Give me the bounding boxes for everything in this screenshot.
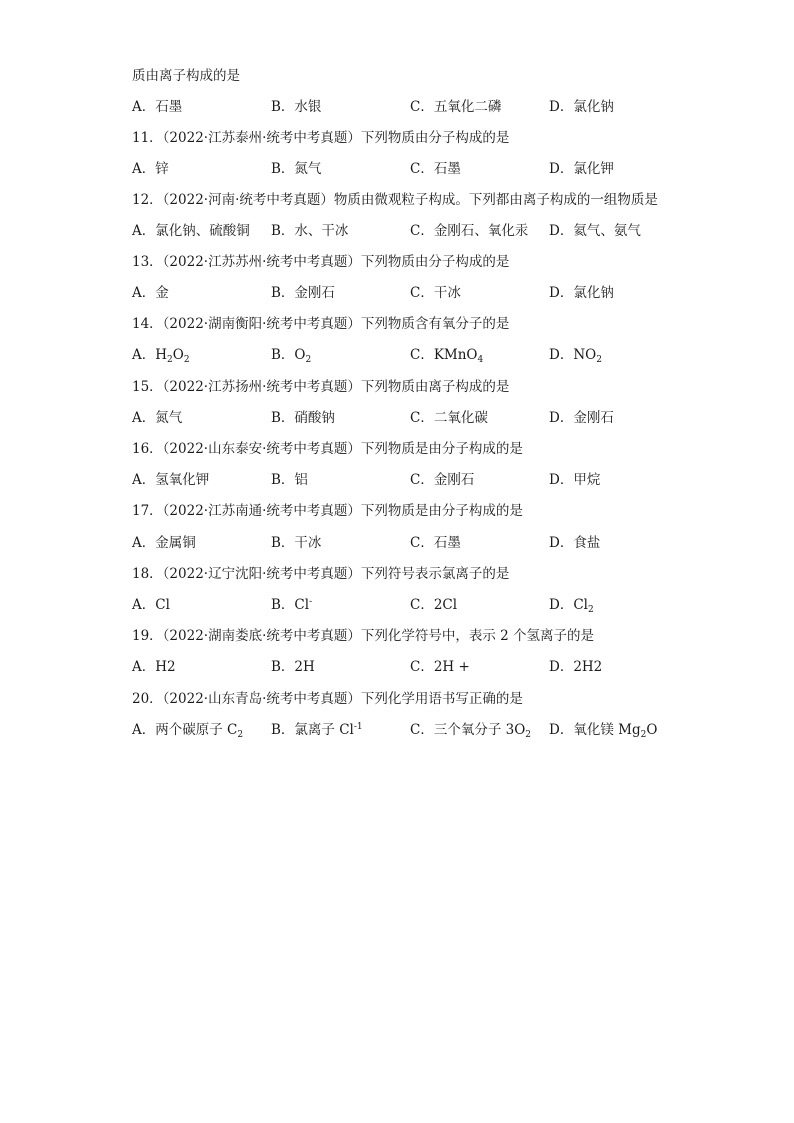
option-a: A．锌: [132, 161, 169, 177]
question-18-options: [132, 595, 732, 615]
option-d: D．2H2: [549, 659, 603, 675]
option-a: A．氮气: [132, 410, 183, 426]
option-c: C．三个氧分子 $3O_2$: [410, 722, 532, 740]
question-13-stem: 13．（2022·江苏苏州·统考中考真题）下列物质由分子构成的是: [132, 254, 510, 270]
option-b: B．铝: [271, 472, 308, 488]
option-d: D．$NO_2$: [549, 347, 602, 365]
option-d: D．金刚石: [549, 410, 614, 426]
option-c: C．干冰: [410, 285, 461, 301]
option-d: D．氦气、氨气: [549, 223, 641, 239]
option-a: A．两个碳原子 $C_2$: [132, 722, 244, 740]
option-d: D．食盐: [549, 535, 601, 551]
question-11-stem: 11．（2022·江苏泰州·统考中考真题）下列物质由分子构成的是: [132, 130, 510, 146]
question-14-options: [132, 345, 732, 365]
option-b: B．2H: [271, 659, 315, 675]
option-d: D．氯化钠: [549, 99, 614, 115]
option-a: A．Cl: [132, 597, 170, 613]
option-d: D．甲烷: [549, 472, 601, 488]
option-b: B．$O_2$: [271, 347, 312, 365]
question-19-options: [132, 657, 732, 677]
option-d: D．氯化钠: [549, 285, 614, 301]
question-12-options: [132, 221, 732, 241]
question-20-stem: 20．（2022·山东青岛·统考中考真题）下列化学用语书写正确的是: [132, 691, 523, 707]
option-d: D．氧化镁 $Mg_2O$: [549, 722, 658, 740]
option-a: A．石墨: [132, 99, 183, 115]
question-16-stem: 16．（2022·山东泰安·统考中考真题）下列物质是由分子构成的是: [132, 441, 523, 457]
option-b: B．干冰: [271, 535, 322, 551]
option-b: B．硝酸钠: [271, 410, 335, 426]
option-c: C．金刚石: [410, 472, 475, 488]
question-13-options: [132, 283, 732, 303]
option-c: C．2H +: [410, 659, 470, 675]
option-c: C．石墨: [410, 161, 461, 177]
option-a: A．氯化钠、硫酸铜: [132, 223, 250, 239]
question-19-stem: 19．（2022·湖南娄底·统考中考真题）下列化学符号中，表示 2 个氢离子的是: [132, 628, 595, 644]
question-10-options: [132, 97, 732, 117]
option-a: A．金: [132, 285, 169, 301]
question-15-stem: 15．（2022·江苏扬州·统考中考真题）下列物质由离子构成的是: [132, 379, 510, 395]
question-17-stem: 17．（2022·江苏南通·统考中考真题）下列物质是由分子构成的是: [132, 503, 523, 519]
option-a: A．氢氧化钾: [132, 472, 210, 488]
question-17-options: [132, 533, 732, 553]
question-14-stem: 14．（2022·湖南衡阳·统考中考真题）下列物质含有氧分子的是: [132, 316, 510, 332]
option-a: A．金属铜: [132, 535, 196, 551]
option-a: A．$H_2O_2$: [132, 347, 190, 365]
question-12-stem: 12．（2022·河南·统考中考真题）物质由微观粒子构成。下列都由离子构成的一组物质是: [132, 192, 658, 208]
option-c: C．石墨: [410, 535, 461, 551]
option-b: B．Cl-: [271, 597, 313, 613]
option-c: C．二氧化碳: [410, 410, 488, 426]
option-d: D．$Cl_2$: [549, 597, 594, 615]
option-c: C．五氧化二磷: [410, 99, 502, 115]
question-20-options: [132, 720, 732, 740]
option-b: B．氯离子 $Cl^{-1}$: [271, 722, 363, 738]
option-c: C．KMnO$_4$: [410, 347, 484, 365]
option-b: B．水银: [271, 99, 322, 115]
question-18-stem: 18．（2022·辽宁沈阳·统考中考真题）下列符号表示氯离子的是: [132, 566, 510, 582]
option-b: B．金刚石: [271, 285, 335, 301]
option-a: A．H2: [132, 659, 176, 675]
question-11-options: [132, 159, 732, 179]
option-b: B．水、干冰: [271, 223, 349, 239]
question-15-options: [132, 408, 732, 428]
option-d: D．氯化钾: [549, 161, 614, 177]
option-b: B．氮气: [271, 161, 322, 177]
option-c: C．2Cl: [410, 597, 458, 613]
question-10-stem-tail: 质由离子构成的是: [132, 68, 240, 84]
option-c: C．金刚石、氧化汞: [410, 223, 529, 239]
question-16-options: [132, 470, 732, 490]
